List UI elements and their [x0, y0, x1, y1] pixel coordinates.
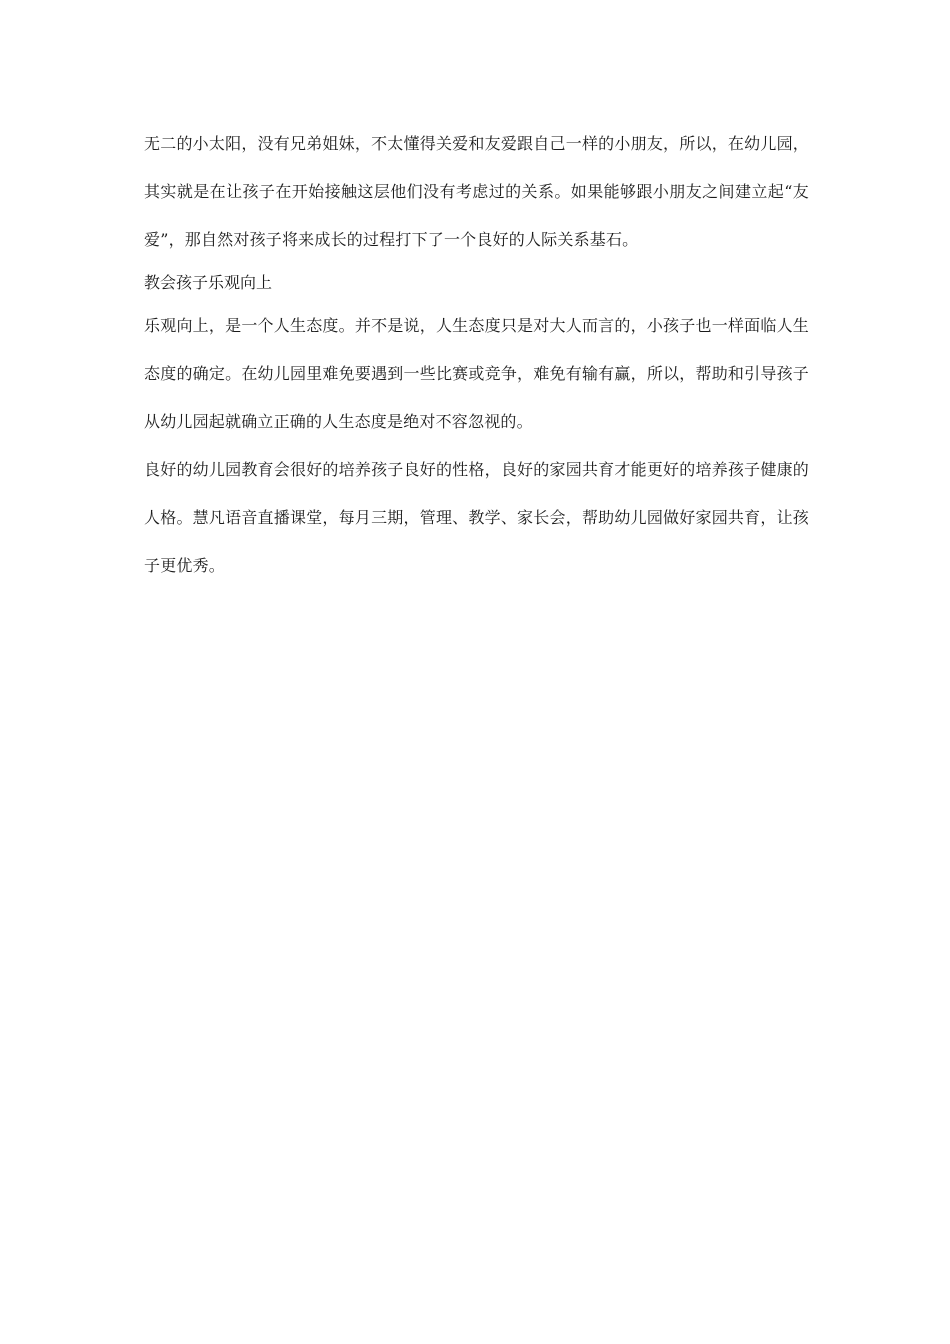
paragraph-home-school: 良好的幼儿园教育会很好的培养孩子良好的性格，良好的家园共育才能更好的培养孩子健康的人格。慧凡语音直播课堂，每月三期，管理、教学、家长会，帮助幼儿园做好家园共育，让孩子更优秀。	[144, 460, 809, 575]
paragraph-friendship: 无二的小太阳，没有兄弟姐妹，不太懂得关爱和友爱跟自己一样的小朋友，所以，在幼儿园，其实就是在让孩子在开始接触这层他们没有考虑过的关系。如果能够跟小朋友之间建立起“友爱”，那自然对孩子将来成长的过程打下了一个良好的人际关系基石。	[144, 134, 809, 249]
paragraph-optimism: 乐观向上，是一个人生态度。并不是说，人生态度只是对大人而言的，小孩子也一样面临人生态度的确定。在幼儿园里难免要遇到一些比赛或竞争，难免有输有赢，所以，帮助和引导孩子从幼儿园起就确立正确的人生态度是绝对不容忽视的。	[144, 316, 809, 431]
section-heading-optimism: 教会孩子乐观向上	[144, 273, 273, 292]
document-body	[144, 120, 809, 590]
